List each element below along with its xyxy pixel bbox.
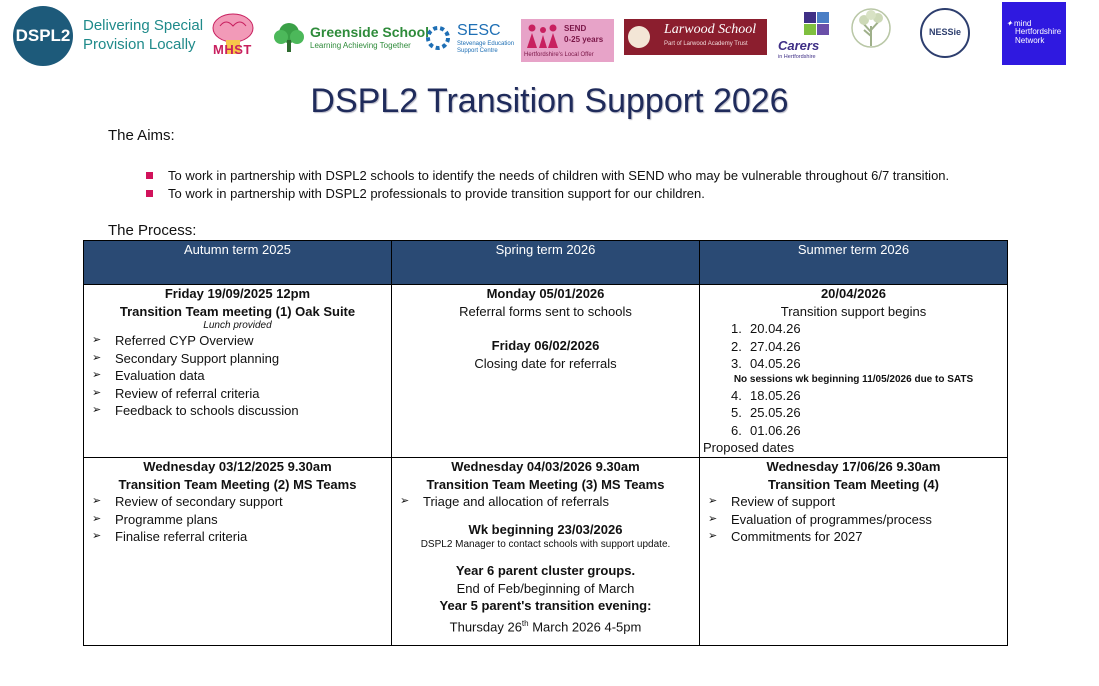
mhst-logo	[208, 10, 258, 65]
arrow-bullet-icon: ➢	[708, 530, 718, 542]
closing-date-text: Closing date for referrals	[474, 355, 617, 371]
square-bullet-icon	[146, 172, 153, 179]
summer-cell-2	[700, 458, 1008, 646]
agenda-item	[87, 402, 388, 420]
spring-cell-1	[392, 285, 700, 458]
session-number: 2.	[731, 338, 742, 354]
greenside-school-logo	[272, 22, 430, 54]
proposed-dates-label: Proposed dates	[703, 440, 795, 455]
agenda-item-text: Triage and allocation of referrals	[423, 494, 609, 509]
session-date	[703, 338, 1004, 356]
aim-text: To work in partnership with DSPL2 professionals to provide transition support for our children.	[168, 186, 705, 201]
agenda-item-text: Secondary Support planning	[115, 350, 280, 366]
carers-subtitle: in Hertfordshire	[778, 54, 816, 60]
agenda-item-text: Finalise referral criteria	[115, 529, 248, 544]
referral-forms-text: Referral forms sent to schools	[459, 303, 632, 319]
agenda-item-text: Feedback to schools discussion	[115, 403, 299, 418]
aim-text: To work in partnership with DSPL2 schools to identify the needs of children with SEND who may be vulnerable throughout 6/7 transition.	[168, 168, 950, 183]
arrow-bullet-icon: ➢	[92, 495, 102, 507]
table-header-row	[84, 241, 1008, 285]
dotted-ring-icon	[424, 24, 452, 52]
nessie-logo-text: NESSie	[929, 27, 962, 37]
year5-evening-heading: Year 5 parent's transition evening:	[439, 598, 652, 613]
square-bullet-icon	[146, 190, 153, 197]
closing-date: Friday 06/02/2026	[491, 338, 600, 353]
session-date	[703, 355, 1004, 373]
agenda-item	[703, 511, 1004, 529]
autumn-cell-1	[84, 285, 392, 458]
header-spring-term: Spring term 2026	[392, 241, 700, 285]
session-date	[703, 387, 1004, 405]
session-number: 3.	[731, 356, 742, 371]
agenda-item-text: Programme plans	[115, 511, 218, 527]
session-date	[703, 422, 1004, 440]
aims-list	[146, 167, 1046, 203]
arrow-bullet-icon: ➢	[708, 512, 718, 525]
arrow-bullet-icon: ➢	[92, 404, 102, 416]
arrow-bullet-icon: ➢	[92, 530, 102, 542]
session-number: 6.	[731, 422, 742, 438]
meeting-note: Lunch provided	[203, 320, 272, 331]
dspl2-logo	[13, 6, 73, 66]
agenda-item	[87, 332, 388, 350]
agenda-item	[87, 493, 388, 511]
larwood-crest-icon	[628, 26, 650, 48]
table-row	[84, 458, 1008, 646]
arrow-bullet-icon: ➢	[92, 512, 102, 525]
agenda-list	[395, 493, 696, 511]
dspl2-logo-text: DSPL2	[15, 26, 71, 45]
year6-groups-heading: Year 6 parent cluster groups.	[455, 563, 636, 578]
mind-hertfordshire-network-logo	[1002, 2, 1066, 65]
meeting-title: Transition Team meeting (1) Oak Suite	[119, 303, 356, 319]
send-local-offer-logo	[521, 19, 614, 62]
agenda-item	[87, 367, 388, 385]
nessie-logo	[920, 8, 970, 58]
people-icon	[524, 22, 560, 50]
send-age-range: 0-25 years	[564, 35, 604, 44]
agenda-item	[703, 528, 1004, 546]
support-start-text: Transition support begins	[780, 303, 927, 319]
week-beginning-heading: Wk beginning 23/03/2026	[468, 521, 623, 537]
year6-groups-when: End of Feb/beginning of March	[456, 580, 635, 596]
agenda-item-text: Review of support	[731, 494, 836, 509]
agenda-item-text: Review of referral criteria	[115, 385, 260, 401]
arrow-bullet-icon: ➢	[400, 495, 410, 507]
mind-network: Network	[1015, 36, 1045, 45]
agenda-item	[87, 528, 388, 546]
session-date-text: 01.06.26	[750, 422, 801, 438]
tree-icon	[272, 22, 306, 54]
agenda-item	[703, 493, 1004, 511]
referral-forms-date: Monday 05/01/2026	[486, 286, 605, 301]
session-number: 1.	[731, 321, 742, 336]
session-number: 4.	[731, 387, 742, 403]
mind-label: mind	[1014, 19, 1032, 28]
session-date	[703, 404, 1004, 422]
logo-banner	[0, 0, 1099, 72]
agenda-list	[87, 493, 388, 546]
session-date	[703, 320, 1004, 338]
no-sessions-note: No sessions wk beginning 11/05/2026 due to SATS	[733, 373, 974, 385]
larwood-school-name: Larwood School	[664, 22, 757, 37]
mhst-logo-text: MHST	[213, 42, 252, 57]
greenside-school-motto: Learning Achieving Together	[310, 41, 411, 50]
meeting-date: Friday 19/09/2025 12pm	[164, 286, 311, 301]
larwood-school-subtitle: Part of Larwood Academy Trust	[664, 41, 748, 47]
sesc-logo	[424, 22, 524, 62]
agenda-list	[703, 493, 1004, 546]
session-dates-list	[703, 387, 1004, 440]
send-local-offer: Hertfordshire's Local Offer	[524, 52, 594, 58]
session-date-text: 18.05.26	[750, 387, 801, 403]
meeting-date: Wednesday 03/12/2025 9.30am	[143, 459, 332, 474]
arrow-bullet-icon: ➢	[92, 386, 102, 399]
sesc-name: SESC	[457, 22, 501, 39]
week-beginning-note: DSPL2 Manager to contact schools with support update.	[420, 539, 671, 550]
spring-cell-2	[392, 458, 700, 646]
mind-county: Hertfordshire	[1015, 27, 1062, 36]
page-title: DSPL2 Transition Support 2026	[310, 82, 789, 120]
aim-item	[146, 185, 1046, 203]
meeting-title: Transition Team Meeting (3) MS Teams	[426, 476, 665, 492]
agenda-item-text: Referred CYP Overview	[115, 333, 254, 348]
squares-icon	[802, 12, 830, 36]
agenda-item-text: Evaluation of programmes/process	[731, 511, 932, 527]
autumn-cell-2	[84, 458, 392, 646]
header-summer-term: Summer term 2026	[700, 241, 1008, 285]
dspl2-tagline: Delivering Special Provision Locally	[83, 17, 204, 53]
oak-tree-icon	[846, 6, 896, 62]
arrow-bullet-icon: ➢	[92, 351, 102, 364]
agenda-item-text: Commitments for 2027	[731, 529, 863, 544]
aim-item	[146, 167, 1046, 185]
session-date-text: 25.05.26	[750, 405, 801, 420]
send-label: SEND	[564, 24, 587, 33]
carers-in-hertfordshire-logo	[778, 10, 834, 64]
session-date-text: 27.04.26	[750, 338, 801, 354]
process-table	[83, 240, 1008, 646]
carers-name: Carers	[778, 38, 820, 53]
header-autumn-term: Autumn term 2025	[84, 241, 392, 285]
agenda-item	[87, 350, 388, 368]
agenda-item-text: Review of secondary support	[115, 494, 283, 509]
session-dates-list	[703, 320, 1004, 373]
support-start-date: 20/04/2026	[820, 286, 887, 301]
agenda-item-text: Evaluation data	[115, 368, 205, 383]
arrow-bullet-icon: ➢	[92, 334, 102, 346]
year5-evening-when: Thursday 26th March 2026 4-5pm	[449, 618, 642, 634]
sesc-subtitle: Stevenage Education Support Centre	[457, 41, 515, 54]
session-number: 5.	[731, 405, 742, 420]
meeting-title: Transition Team Meeting (2) MS Teams	[118, 476, 357, 492]
summer-cell-1	[700, 285, 1008, 458]
process-heading: The Process:	[108, 222, 197, 239]
table-row	[84, 285, 1008, 458]
agenda-item	[87, 385, 388, 403]
agenda-item	[87, 511, 388, 529]
meeting-date: Wednesday 17/06/26 9.30am	[766, 459, 941, 474]
agenda-list	[87, 332, 388, 420]
session-date-text: 20.04.26	[750, 321, 801, 336]
larwood-school-logo	[624, 19, 767, 55]
arrow-bullet-icon: ➢	[708, 495, 718, 507]
agenda-item	[395, 493, 696, 511]
meeting-title: Transition Team Meeting (4)	[768, 476, 939, 492]
greenside-school-name: Greenside School	[310, 24, 430, 40]
session-date-text: 04.05.26	[750, 356, 801, 371]
aims-heading: The Aims:	[108, 127, 175, 144]
arrow-bullet-icon: ➢	[92, 369, 102, 381]
meeting-date: Wednesday 04/03/2026 9.30am	[451, 459, 640, 474]
oak-tree-logo	[846, 6, 896, 62]
mind-butterfly-icon: ✦	[1006, 19, 1013, 28]
